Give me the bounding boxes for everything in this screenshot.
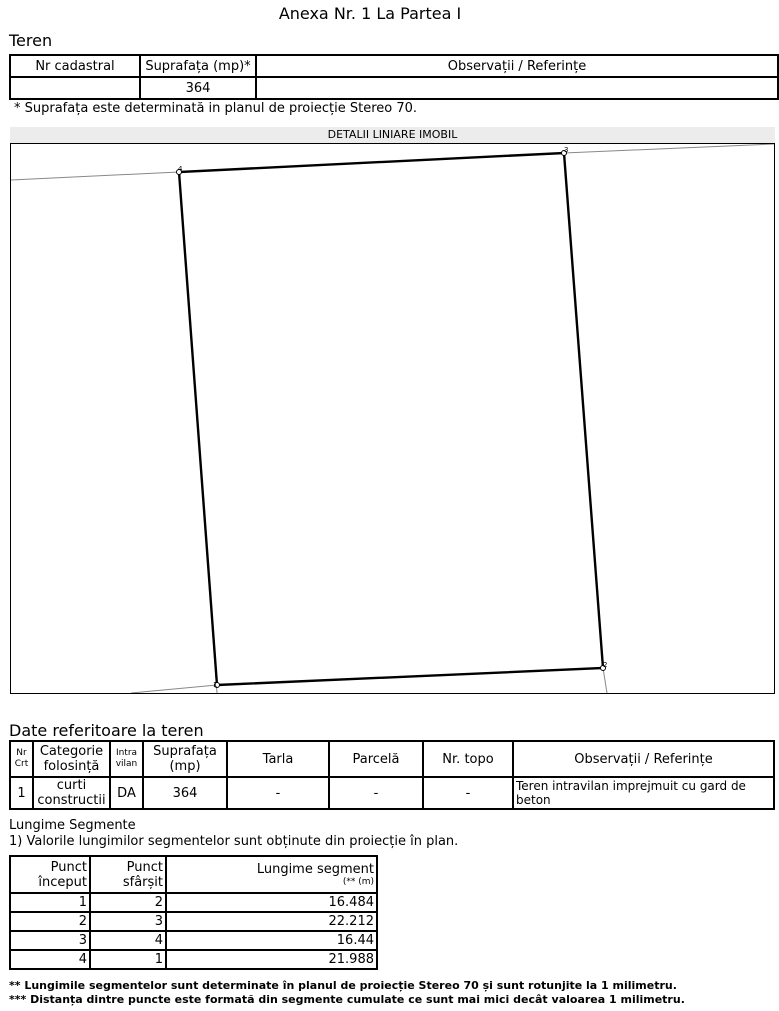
cell-length: 22.212 bbox=[166, 912, 377, 931]
point-label-1: 1 bbox=[213, 681, 218, 689]
point-label-3: 3 bbox=[564, 146, 569, 154]
cell-tarla: - bbox=[227, 777, 329, 809]
parcel-boundary bbox=[179, 153, 603, 685]
date-teren-table bbox=[9, 740, 775, 810]
col-suprafata: Suprafața (mp)* bbox=[140, 55, 256, 77]
cell-nr-topo: - bbox=[423, 777, 513, 809]
col-lungime bbox=[166, 856, 377, 893]
cell-nr-cadastral bbox=[10, 77, 140, 99]
col-nr-topo: Nr. topo bbox=[423, 741, 513, 777]
col-punct-inceput: Punct început bbox=[10, 856, 90, 893]
neighbor-line bbox=[603, 668, 607, 693]
neighbor-line bbox=[131, 685, 217, 693]
segmente-subheading: 1) Valorile lungimilor segmentelor sunt obținute din proiecție în plan. bbox=[9, 834, 459, 849]
cell-categorie: curti constructii bbox=[33, 777, 110, 809]
cell-observatii bbox=[256, 77, 778, 99]
col-tarla: Tarla bbox=[227, 741, 329, 777]
cell-observatii: Teren intravilan imprejmuit cu gard de beton bbox=[513, 777, 774, 809]
cell-end: 4 bbox=[90, 931, 166, 950]
cell-suprafata: 364 bbox=[140, 77, 256, 99]
point-label-4: 4 bbox=[178, 165, 183, 173]
date-teren-heading: Date referitoare la teren bbox=[9, 721, 204, 740]
teren-heading: Teren bbox=[9, 31, 53, 50]
cell-suprafata: 364 bbox=[143, 777, 227, 809]
lungime-unit: (** (m) bbox=[342, 877, 374, 887]
col-punct-sfarsit: Punct sfârșit bbox=[90, 856, 166, 893]
cell-parcela: - bbox=[329, 777, 423, 809]
lungime-label: Lungime segment bbox=[256, 862, 374, 877]
col-nr-crt: Nr Crt bbox=[10, 741, 33, 777]
cell-length: 16.44 bbox=[166, 931, 377, 950]
cell-length: 21.988 bbox=[166, 950, 377, 969]
col-categorie: Categorie folosință bbox=[33, 741, 110, 777]
cell-start: 2 bbox=[10, 912, 90, 931]
cell-start: 1 bbox=[10, 893, 90, 912]
col-nr-cadastral: Nr cadastral bbox=[10, 55, 140, 77]
neighbor-line bbox=[11, 172, 179, 180]
col-observatii: Observații / Referințe bbox=[256, 55, 778, 77]
footnote-1: ** Lungimile segmentelor sunt determinate în planul de proiecție Stereo 70 și sunt rotunjite la 1 milimetru. bbox=[9, 979, 677, 992]
neighbor-line bbox=[564, 144, 774, 153]
teren-table bbox=[9, 54, 779, 100]
point-label-2: 2 bbox=[603, 661, 608, 669]
plan-header: DETALII LINIARE IMOBIL bbox=[10, 127, 775, 143]
teren-note: * Suprafața este determinată in planul de proiecție Stereo 70. bbox=[14, 101, 418, 116]
cell-start: 4 bbox=[10, 950, 90, 969]
segmente-table bbox=[9, 855, 378, 970]
col-suprafata: Suprafața (mp) bbox=[143, 741, 227, 777]
col-parcela: Parcelă bbox=[329, 741, 423, 777]
cell-end: 1 bbox=[90, 950, 166, 969]
footnote-2: *** Distanța dintre puncte este formată din segmente cumulate ce sunt mai mici decât valoarea 1 milimetru. bbox=[9, 993, 685, 1006]
cell-nr-crt: 1 bbox=[10, 777, 33, 809]
document-title: Anexa Nr. 1 La Partea I bbox=[278, 4, 462, 23]
col-intravilan: Intra vilan bbox=[110, 741, 143, 777]
plan-drawing bbox=[10, 143, 775, 694]
cell-length: 16.484 bbox=[166, 893, 377, 912]
cell-end: 3 bbox=[90, 912, 166, 931]
segmente-heading: Lungime Segmente bbox=[9, 818, 136, 833]
cell-start: 3 bbox=[10, 931, 90, 950]
cell-end: 2 bbox=[90, 893, 166, 912]
parcel-plan-svg bbox=[11, 144, 774, 693]
cell-intravilan: DA bbox=[110, 777, 143, 809]
col-observatii: Observații / Referințe bbox=[513, 741, 774, 777]
